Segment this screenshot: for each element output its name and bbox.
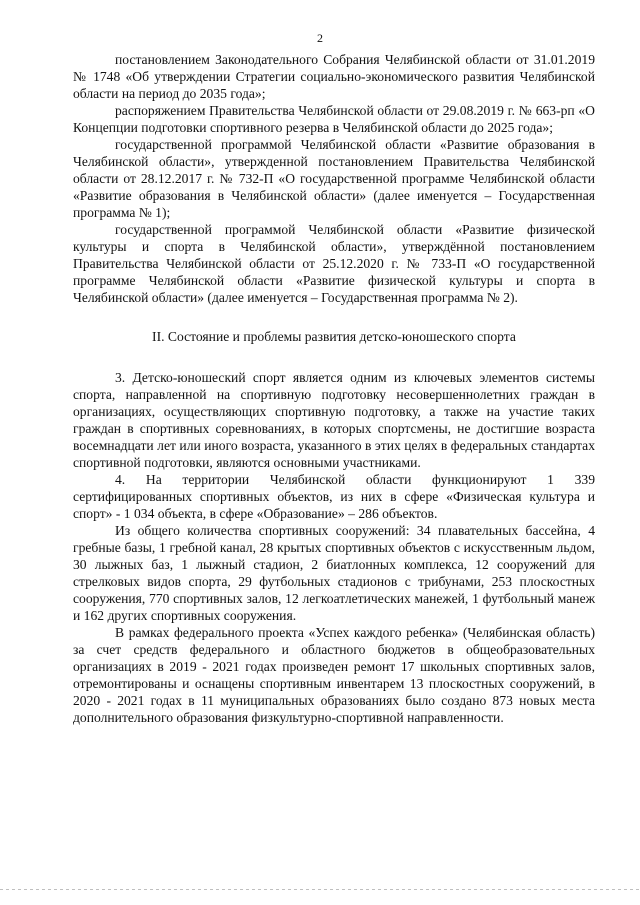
paragraph-strategy-resolution: постановлением Законодательного Собрания Челябинской области от 31.01.2019 № 1748 «Об утверждении Стратегии социально-экономического развития Челябинской области на период до 2035 года»; bbox=[73, 52, 595, 101]
paragraph-facilities-breakdown: Из общего количества спортивных сооружений: 34 плавательных бассейна, 4 гребные базы, 1 гребной канал, 28 крытых спортивных объектов с искусственным льдом, 30 лыжных баз, 1 лыжный стадион, 2 биатлонных комплекса, 12 сооружений для стрелковых видов спорта, 29 футбольных стадионов с трибунами, 253 плоскостных сооружения, 770 спортивных залов, 12 легкоатлетических манежей, 1 футбольный манеж и 162 других спортивных сооружения. bbox=[73, 523, 595, 623]
paragraph-sport-facilities-count: 4. На территории Челябинской области функционируют 1 339 сертифицированных спортивных объектов, из них в сфере «Физическая культура и спорт» - 1 034 объекта, в сфере «Образование» – 286 объектов. bbox=[73, 472, 595, 521]
section-heading: II. Состояние и проблемы развития детско-юношеского спорта bbox=[152, 329, 516, 344]
paragraph-federal-project: В рамках федерального проекта «Успех каждого ребенка» (Челябинская область) за счет средств федерального и областного бюджетов в общеобразовательных организациях в 2019 - 2021 годах произведен ремонт 17 школьных спортивных залов, отремонтированы и оснащены спортивным инвентарем 13 плоскостных сооружений, в 2020 - 2021 годах в 11 муниципальных образованиях было создано 873 новых места дополнительного образования физкультурно-спортивной направленности. bbox=[73, 625, 595, 725]
paragraph-education-program: государственной программой Челябинской области «Развитие образования в Челябинской области», утвержденной постановлением Правительства Челябинской области от 28.12.2017 г. № 732-П «О государственной программе Челябинской области «Развитие образования в Челябинской области» (далее именуется – Государственная программа № 1); bbox=[73, 137, 595, 220]
page-number: 2 bbox=[317, 31, 323, 45]
paragraph-sport-program: государственной программой Челябинской области «Развитие физической культуры и спорта в Челябинской области», утверждённой постановлением Правительства Челябинской области от 25.12.2020 г. № 733-П «О государственной программе Челябинской области «Развитие физической культуры и спорта в Челябинской области» (далее именуется – Государственная программа № 2). bbox=[73, 222, 595, 305]
paragraph-sport-reserve-order: распоряжением Правительства Челябинской области от 29.08.2019 г. № 663-рп «О Концепции подготовки спортивного резерва в Челябинской области до 2025 года»; bbox=[73, 103, 595, 135]
paragraph-youth-sport-definition: 3. Детско-юношеский спорт является одним из ключевых элементов системы спорта, направленной на спортивную подготовку несовершеннолетних граждан в организациях, осуществляющих спортивную подготовку, а также на участие таких граждан в спортивных соревнованиях, в которых спортсмены, не достигшие возраста восемнадцати лет или иного возраста, указанного в этих целях в федеральных стандартах спортивной подготовки, являются основными участниками. bbox=[73, 370, 595, 470]
page-bottom-dotted-line bbox=[0, 889, 640, 890]
document-body bbox=[73, 51, 595, 726]
